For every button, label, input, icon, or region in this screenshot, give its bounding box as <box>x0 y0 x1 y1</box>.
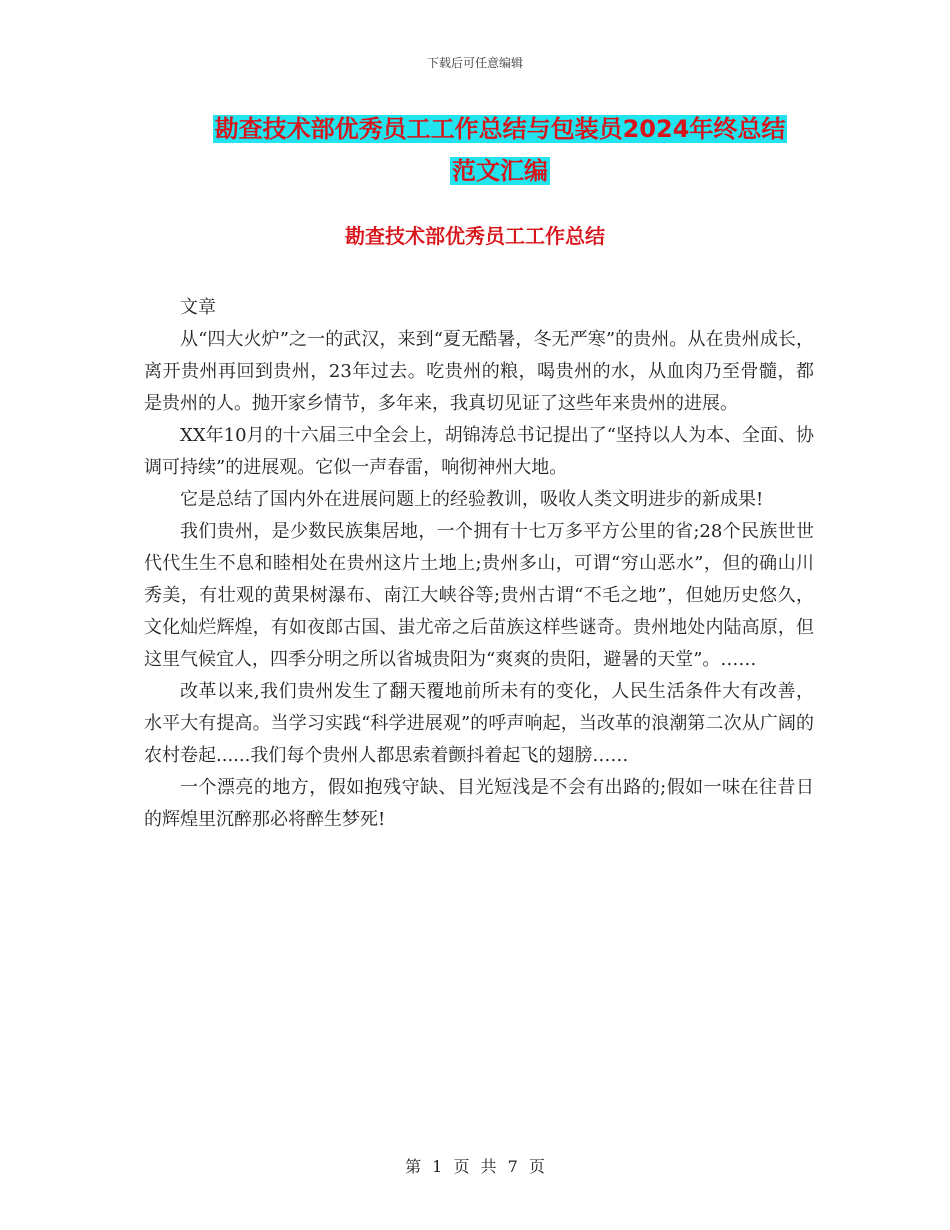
header-note: 下载后可任意编辑 <box>426 56 523 70</box>
paragraph: 文章 <box>180 297 216 318</box>
body-text <box>144 292 814 836</box>
page-number: 第 1 页 共 7 页 <box>405 1157 545 1176</box>
paragraph: 从“四大火炉”之一的武汉，来到“夏无酷暑，冬无严寒”的贵州。从在贵州成长，离开贵州再回到贵州，23年过去。吃贵州的粮，喝贵州的水，从血肉乃至骨髓，都是贵州的人。抛开家乡情节，多年来，我真切见证了这些年来贵州的进展。 <box>144 329 814 414</box>
paragraph: 改革以来,我们贵州发生了翻天覆地前所未有的变化，人民生活条件大有改善，水平大有提高。当学习实践“科学进展观”的呼声响起，当改革的浪潮第二次从广阔的农村卷起......我们每个贵州人都思索着颤抖着起飞的翅膀…… <box>144 681 814 766</box>
paragraph: XX年10月的十六届三中全会上，胡锦涛总书记提出了“坚持以人为本、全面、协调可持续”的进展观。它似一声春雷，响彻神州大地。 <box>144 425 814 478</box>
paragraph: 我们贵州，是少数民族集居地，一个拥有十七万多平方公里的省;28个民族世世代代生生不息和睦相处在贵州这片土地上;贵州多山，可谓“穷山恶水”，但的确山川秀美，有壮观的黄果树瀑布、南江大峡谷等;贵州古谓“不毛之地”，但她历史悠久，文化灿烂辉煌，有如夜郎古国、蚩尤帝之后苗族这样些谜奇。贵州地处内陆高原，但这里气候宜人，四季分明之所以省城贵阳为“爽爽的贵阳，避暑的天堂”。…… <box>144 521 814 670</box>
paragraph: 它是总结了国内外在进展问题上的经验教训，吸收人类文明进步的新成果! <box>180 489 764 510</box>
document-title-line-1: 勘查技术部优秀员工工作总结与包装员2024年终总结 <box>214 115 786 143</box>
document-title-line-2: 范文汇编 <box>452 157 548 185</box>
document-title <box>150 108 850 192</box>
paragraph: 一个漂亮的地方，假如抱残守缺、目光短浅是不会有出路的;假如一味在往昔日的辉煌里沉醉那必将醉生梦死! <box>144 777 814 830</box>
section-title: 勘查技术部优秀员工工作总结 <box>345 224 605 248</box>
